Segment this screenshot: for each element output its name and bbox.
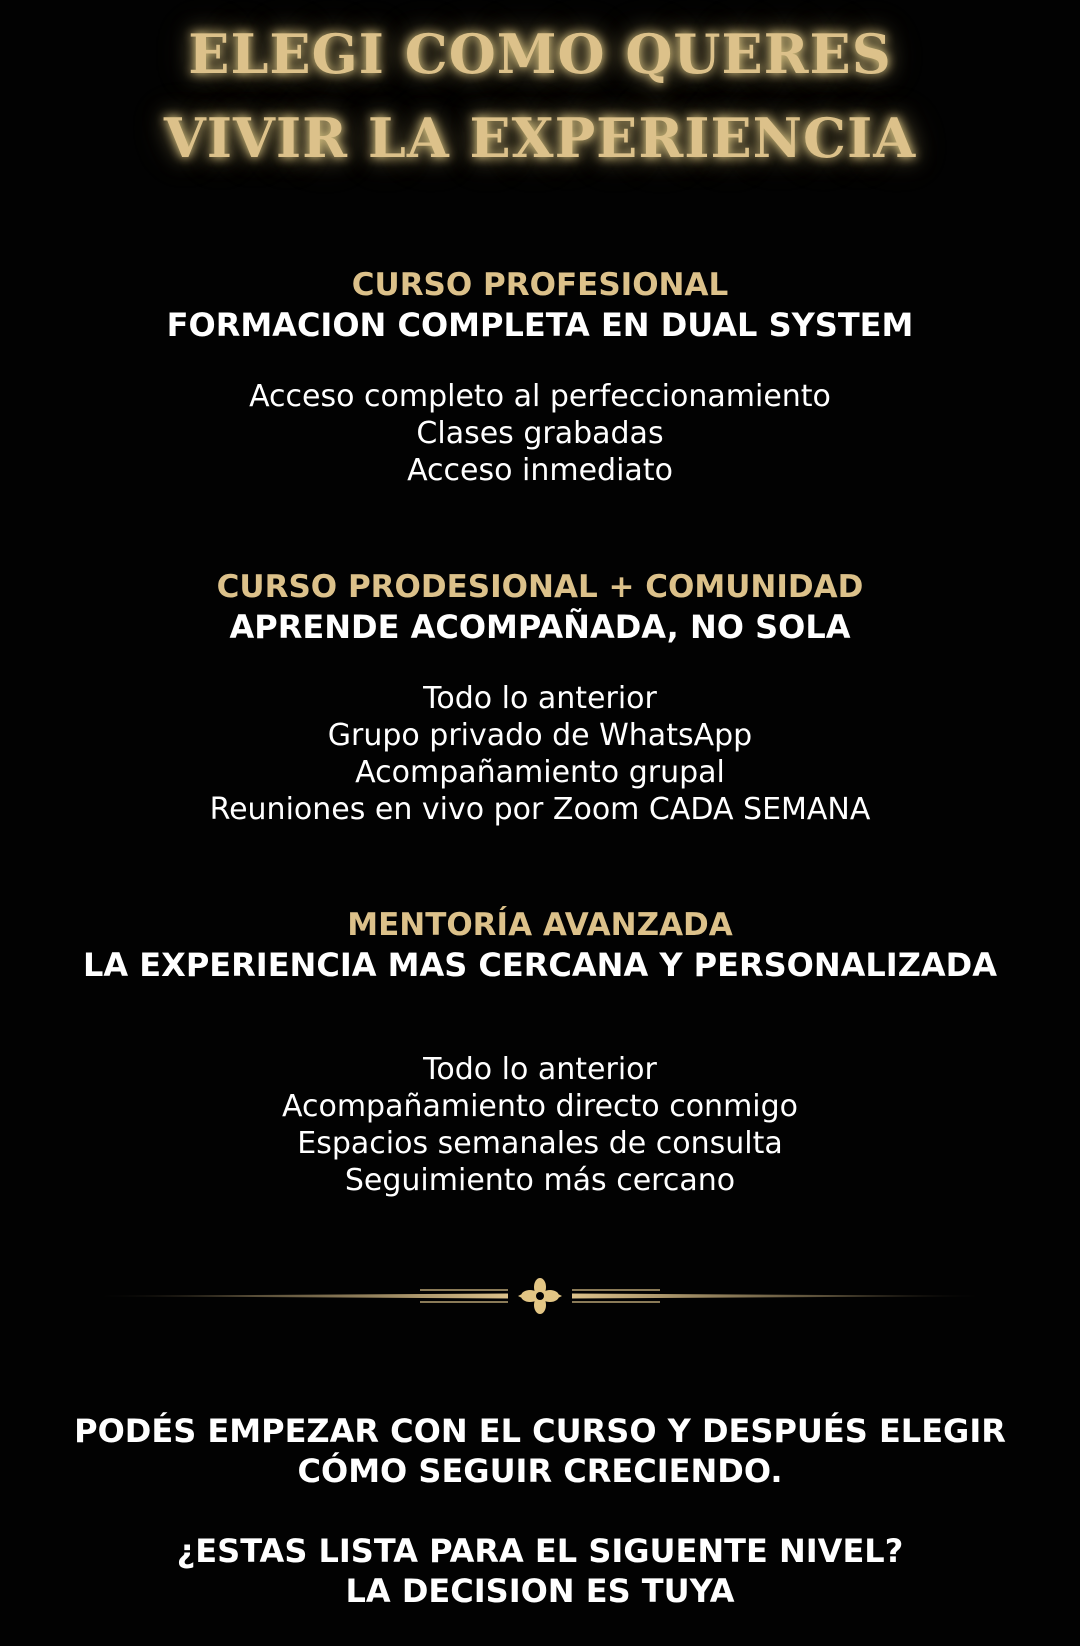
headline-line-2: VIVIR LA EXPERIENCIA	[163, 106, 917, 170]
offer-curso-profesional	[0, 265, 1080, 489]
feature-item: Clases grabadas	[416, 416, 664, 451]
closing-line-4: LA DECISION ES TUYA	[345, 1572, 735, 1610]
offer-mentoria-avanzada	[0, 905, 1080, 1199]
offer-title: MENTORÍA AVANZADA	[347, 907, 733, 943]
offer-subtitle: LA EXPERIENCIA MAS CERCANA Y PERSONALIZADA	[83, 946, 997, 984]
offer-subtitle: APRENDE ACOMPAÑADA, NO SOLA	[229, 608, 851, 646]
offer-subtitle: FORMACION COMPLETA EN DUAL SYSTEM	[166, 306, 914, 344]
offer-title: CURSO PRODESIONAL + COMUNIDAD	[216, 569, 864, 605]
feature-item: Todo lo anterior	[423, 681, 657, 716]
closing-question	[0, 1531, 1080, 1611]
feature-list	[0, 680, 1080, 828]
feature-item: Acceso completo al perfeccionamiento	[249, 379, 831, 414]
ornament-divider	[90, 1276, 990, 1316]
closing-message	[0, 1411, 1080, 1491]
fleur-ornament-icon	[518, 1278, 562, 1314]
closing-line-3: ¿ESTAS LISTA PARA EL SIGUENTE NIVEL?	[176, 1532, 904, 1570]
feature-item: Reuniones en vivo por Zoom CADA SEMANA	[209, 792, 871, 827]
closing-line-1: PODÉS EMPEZAR CON EL CURSO Y DESPUÉS ELEGIR	[74, 1412, 1006, 1450]
page-headline	[0, 12, 1080, 180]
feature-item: Acompañamiento grupal	[355, 755, 725, 790]
offer-title: CURSO PROFESIONAL	[351, 267, 729, 303]
offer-curso-comunidad	[0, 567, 1080, 828]
feature-item: Acceso inmediato	[407, 453, 673, 488]
closing-line-2: CÓMO SEGUIR CRECIENDO.	[297, 1452, 783, 1490]
headline-line-1: ELEGI COMO QUERES	[188, 22, 892, 86]
divider-line-left	[90, 1290, 508, 1302]
feature-item: Todo lo anterior	[423, 1052, 657, 1087]
feature-item: Espacios semanales de consulta	[297, 1126, 783, 1161]
divider-line-right	[572, 1290, 990, 1302]
feature-item: Acompañamiento directo conmigo	[281, 1089, 799, 1124]
feature-item: Seguimiento más cercano	[344, 1163, 736, 1198]
feature-list	[0, 378, 1080, 489]
feature-list	[0, 1051, 1080, 1199]
feature-item: Grupo privado de WhatsApp	[327, 718, 753, 753]
